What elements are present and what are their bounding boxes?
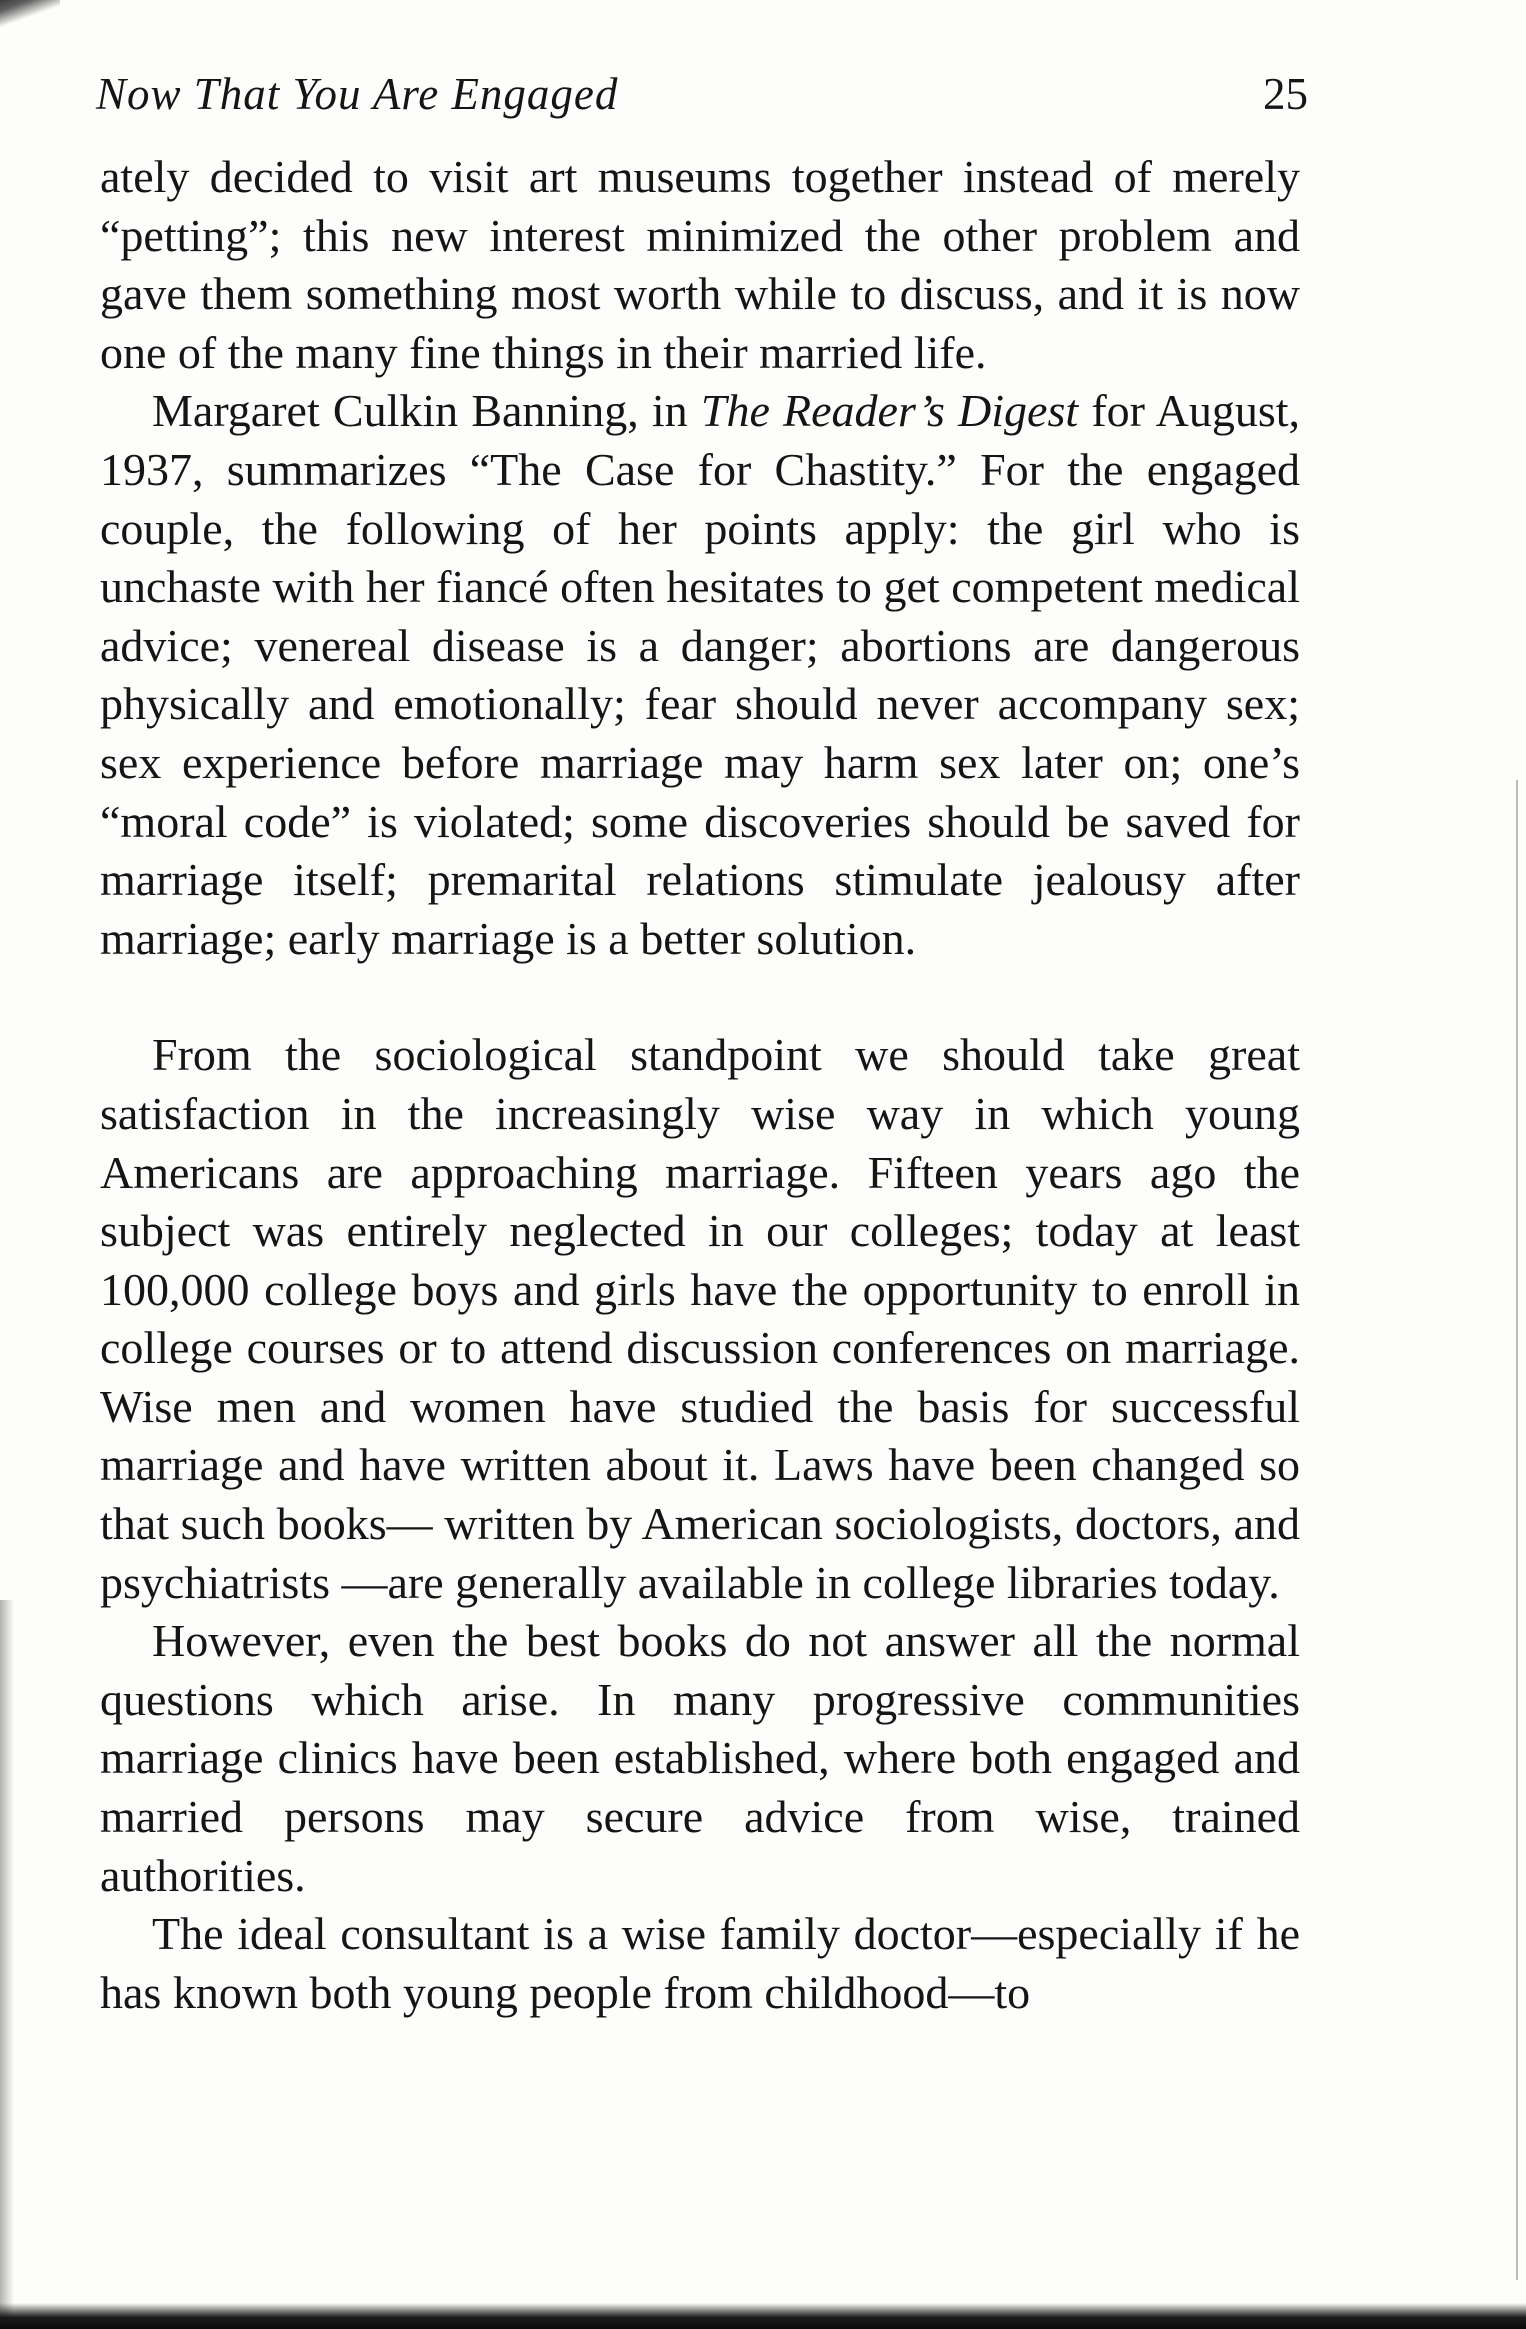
body-text	[100, 148, 1300, 2022]
running-head-title: Now That You Are Engaged	[96, 69, 619, 119]
paragraph-clinics: However, even the best books do not answer all the normal questions which arise. In many progressive communities marriage clinics have been established, where both engaged and married persons may secure advice from wise, trained authorities.	[100, 1615, 1300, 1901]
page-number: 25	[1263, 69, 1308, 119]
paragraph-consultant: The ideal consultant is a wise family doctor—especially if he has known both young people from childhood—to	[100, 1908, 1300, 2018]
paragraph-sociological: From the sociological standpoint we should take great satisfaction in the increasingly wise way in which young Americans are approaching marriage. Fifteen years ago the subject was entirely neglected in our colleges; today at least 100,000 college boys and girls have the opportunity to enroll in college courses or to attend discussion conferences on marriage. Wise men and women have studied the basis for successful marriage and have written about it. Laws have been changed so that such books— written by American sociologists, doctors, and psychiatrists —are generally available in college libraries today.	[100, 1029, 1300, 1608]
scan-left-edge-shadow	[0, 1600, 14, 2329]
paragraph-banning-rest: for August, 1937, summarizes “The Case for Chastity.” For the engaged couple, the following of her points apply: the girl who is unchaste with her fiancé often hesitates to get competent medical advice; venereal disease is a danger; abortions are dangerous physically and emotionally; fear should never accompany sex; sex experience before marriage may harm sex later on; one’s “moral code” is violated; some discoveries should be saved for marriage itself; premarital relations stimulate jealousy after marriage; early marriage is a better solution.	[100, 385, 1301, 964]
paragraph-banning-lead: Margaret Culkin Banning, in	[152, 385, 701, 437]
scan-bottom-shadow	[0, 2303, 1526, 2329]
scan-right-edge-line	[1516, 780, 1518, 2280]
running-head	[96, 68, 1308, 128]
publication-title: The Reader’s Digest	[700, 385, 1079, 437]
scan-corner-artifact	[0, 0, 60, 40]
paragraph-banning	[100, 382, 1300, 968]
paragraph-continued: ately decided to visit art museums together instead of merely “petting”; this new interest minimized the other problem and gave them something most worth while to discuss, and it is now one of the many fine things in their married life.	[100, 151, 1300, 378]
